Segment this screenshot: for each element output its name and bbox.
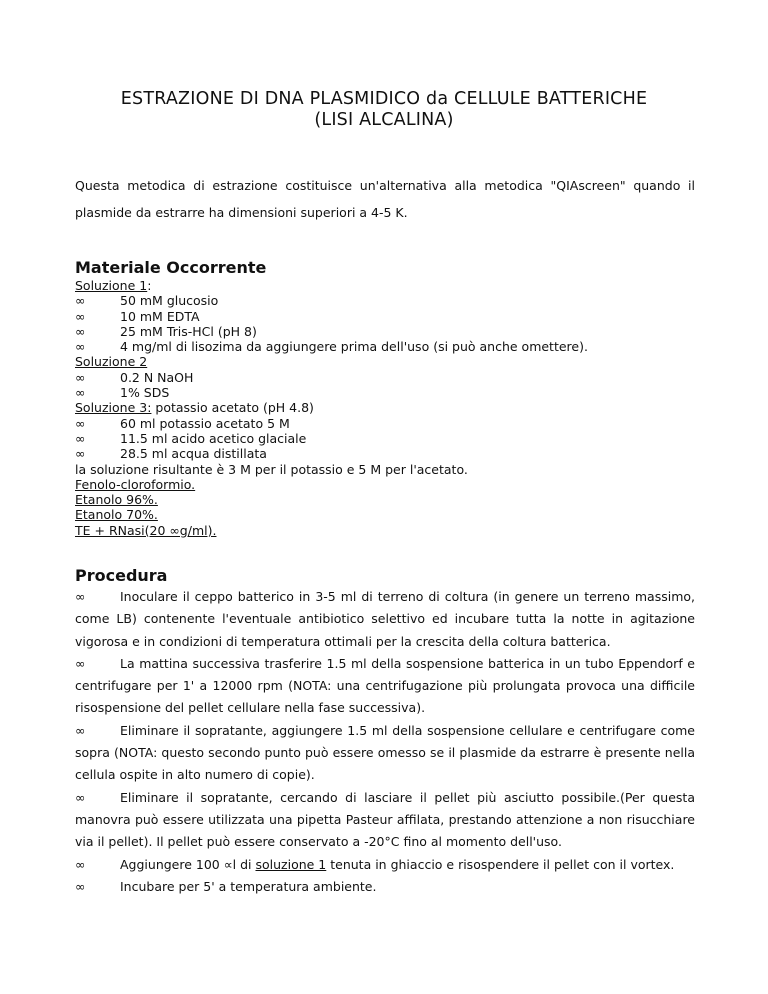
procedure-steps	[75, 586, 695, 898]
extra-material: Etanolo 96%.	[75, 492, 158, 508]
list-item-text: 10 mM EDTA	[120, 308, 200, 324]
bullet-icon: ∞	[75, 293, 86, 309]
list-item-text: 25 mM Tris-HCl (pH 8)	[120, 323, 257, 339]
bullet-icon: ∞	[75, 308, 86, 324]
materiale-list	[75, 278, 695, 538]
bullet-icon: ∞	[75, 589, 86, 604]
bullet-icon: ∞	[75, 323, 86, 339]
bullet-icon: ∞	[75, 722, 86, 738]
solution-note: la soluzione risultante è 3 M per il potassio e 5 M per l'acetato.	[75, 461, 468, 477]
procedure-step	[75, 720, 695, 787]
list-item	[75, 370, 695, 385]
solution-1-colon: :	[147, 278, 152, 293]
list-item-text: 1% SDS	[120, 385, 170, 401]
list-item	[75, 431, 695, 446]
list-item-text: 28.5 ml acqua distillata	[120, 446, 267, 462]
procedure-step	[75, 876, 695, 898]
list-item	[75, 293, 695, 308]
procedure-step	[75, 586, 695, 653]
solution-1-link: soluzione 1	[255, 856, 327, 872]
procedure-step	[75, 653, 695, 720]
procedure-step	[75, 787, 695, 854]
solution-2-label: Soluzione 2	[75, 354, 148, 370]
document-title: ESTRAZIONE DI DNA PLASMIDICO da CELLULE BATTERICHE	[120, 89, 648, 109]
solution-1-label: Soluzione 1	[75, 278, 148, 293]
bullet-icon: ∞	[75, 856, 86, 872]
solution-2-header	[75, 354, 695, 369]
procedure-step-text: tenuta in ghiaccio e risospendere il pellet con il vortex.	[326, 856, 675, 872]
solution-3-desc: potassio acetato (pH 4.8)	[151, 400, 314, 416]
bullet-icon: ∞	[75, 369, 86, 385]
extra-material: Etanolo 70%.	[75, 507, 158, 523]
procedure-step-text: Eliminare il sopratante, aggiungere 1.5 ml della sospensione cellulare e centrifugare come sopra (NOTA: questo secondo punto può essere omesso se il plasmide da estrarre è presente nella cellula ospite in alto numero di copie).	[75, 722, 695, 783]
list-item-text: 0.2 N NaOH	[120, 369, 194, 385]
bullet-icon: ∞	[75, 446, 86, 462]
bullet-icon: ∞	[75, 385, 86, 401]
list-item	[75, 309, 695, 324]
procedure-step-text: Inoculare il ceppo batterico in 3-5 ml di terreno di coltura (in genere un terreno massimo, come LB) contenente l'eventuale antibiotico selettivo ed incubare tutta la notte in agitazione vigorosa e in condizioni di temperatura ottimali per la crescita della coltura batterica.	[75, 589, 695, 649]
list-item-text: 60 ml potassio acetato 5 M	[120, 415, 290, 431]
bullet-icon: ∞	[75, 339, 86, 355]
list-item	[75, 446, 695, 461]
bullet-icon: ∞	[75, 878, 86, 894]
solution-1-header	[75, 278, 695, 293]
procedure-step	[75, 854, 695, 876]
solution-3-label: Soluzione 3:	[75, 400, 152, 416]
materiale-heading: Materiale Occorrente	[75, 258, 267, 277]
procedure-step-text: La mattina successiva trasferire 1.5 ml della sospensione batterica in un tubo Eppendorf e centrifugare per 1' a 12000 rpm (NOTA: una centrifugazione più prolungata provoca una difficile risospensione del pellet cellulare nella fase successiva).	[75, 655, 695, 716]
extra-material: Fenolo-cloroformio.	[75, 476, 196, 492]
list-item-text: 50 mM glucosio	[120, 293, 219, 309]
procedure-step-text: Aggiungere 100 ∝l di	[120, 856, 256, 872]
bullet-icon: ∞	[75, 430, 86, 446]
procedure-step-text: Incubare per 5' a temperatura ambiente.	[120, 878, 377, 894]
document-subtitle: (LISI ALCALINA)	[314, 110, 454, 130]
list-item-text: 4 mg/ml di lisozima da aggiungere prima dell'uso (si può anche omettere).	[120, 339, 588, 355]
solution-3-header	[75, 400, 695, 415]
list-item	[75, 416, 695, 431]
procedure-step-text: Eliminare il sopratante, cercando di lasciare il pellet più asciutto possibile.(Per questa manovra può essere utilizzata una pipetta Pasteur affilata, prestando attenzione a non risucchiare via il pellet). Il pellet può essere conservato a -20°C fino al momento dell'uso.	[75, 789, 695, 850]
list-item-text: 11.5 ml acido acetico glaciale	[120, 430, 307, 446]
extra-material: TE + RNasi(20 ∞g/ml).	[75, 522, 217, 538]
procedura-heading: Procedura	[75, 566, 168, 585]
bullet-icon: ∞	[75, 655, 86, 671]
bullet-icon: ∞	[75, 789, 86, 805]
intro-paragraph: Questa metodica di estrazione costituisce un'alternativa alla metodica "QIAscreen" quando il plasmide da estrarre ha dimensioni superiori a 4-5 K.	[75, 178, 695, 220]
list-item	[75, 385, 695, 400]
list-item	[75, 324, 695, 339]
list-item	[75, 339, 695, 354]
bullet-icon: ∞	[75, 415, 86, 431]
